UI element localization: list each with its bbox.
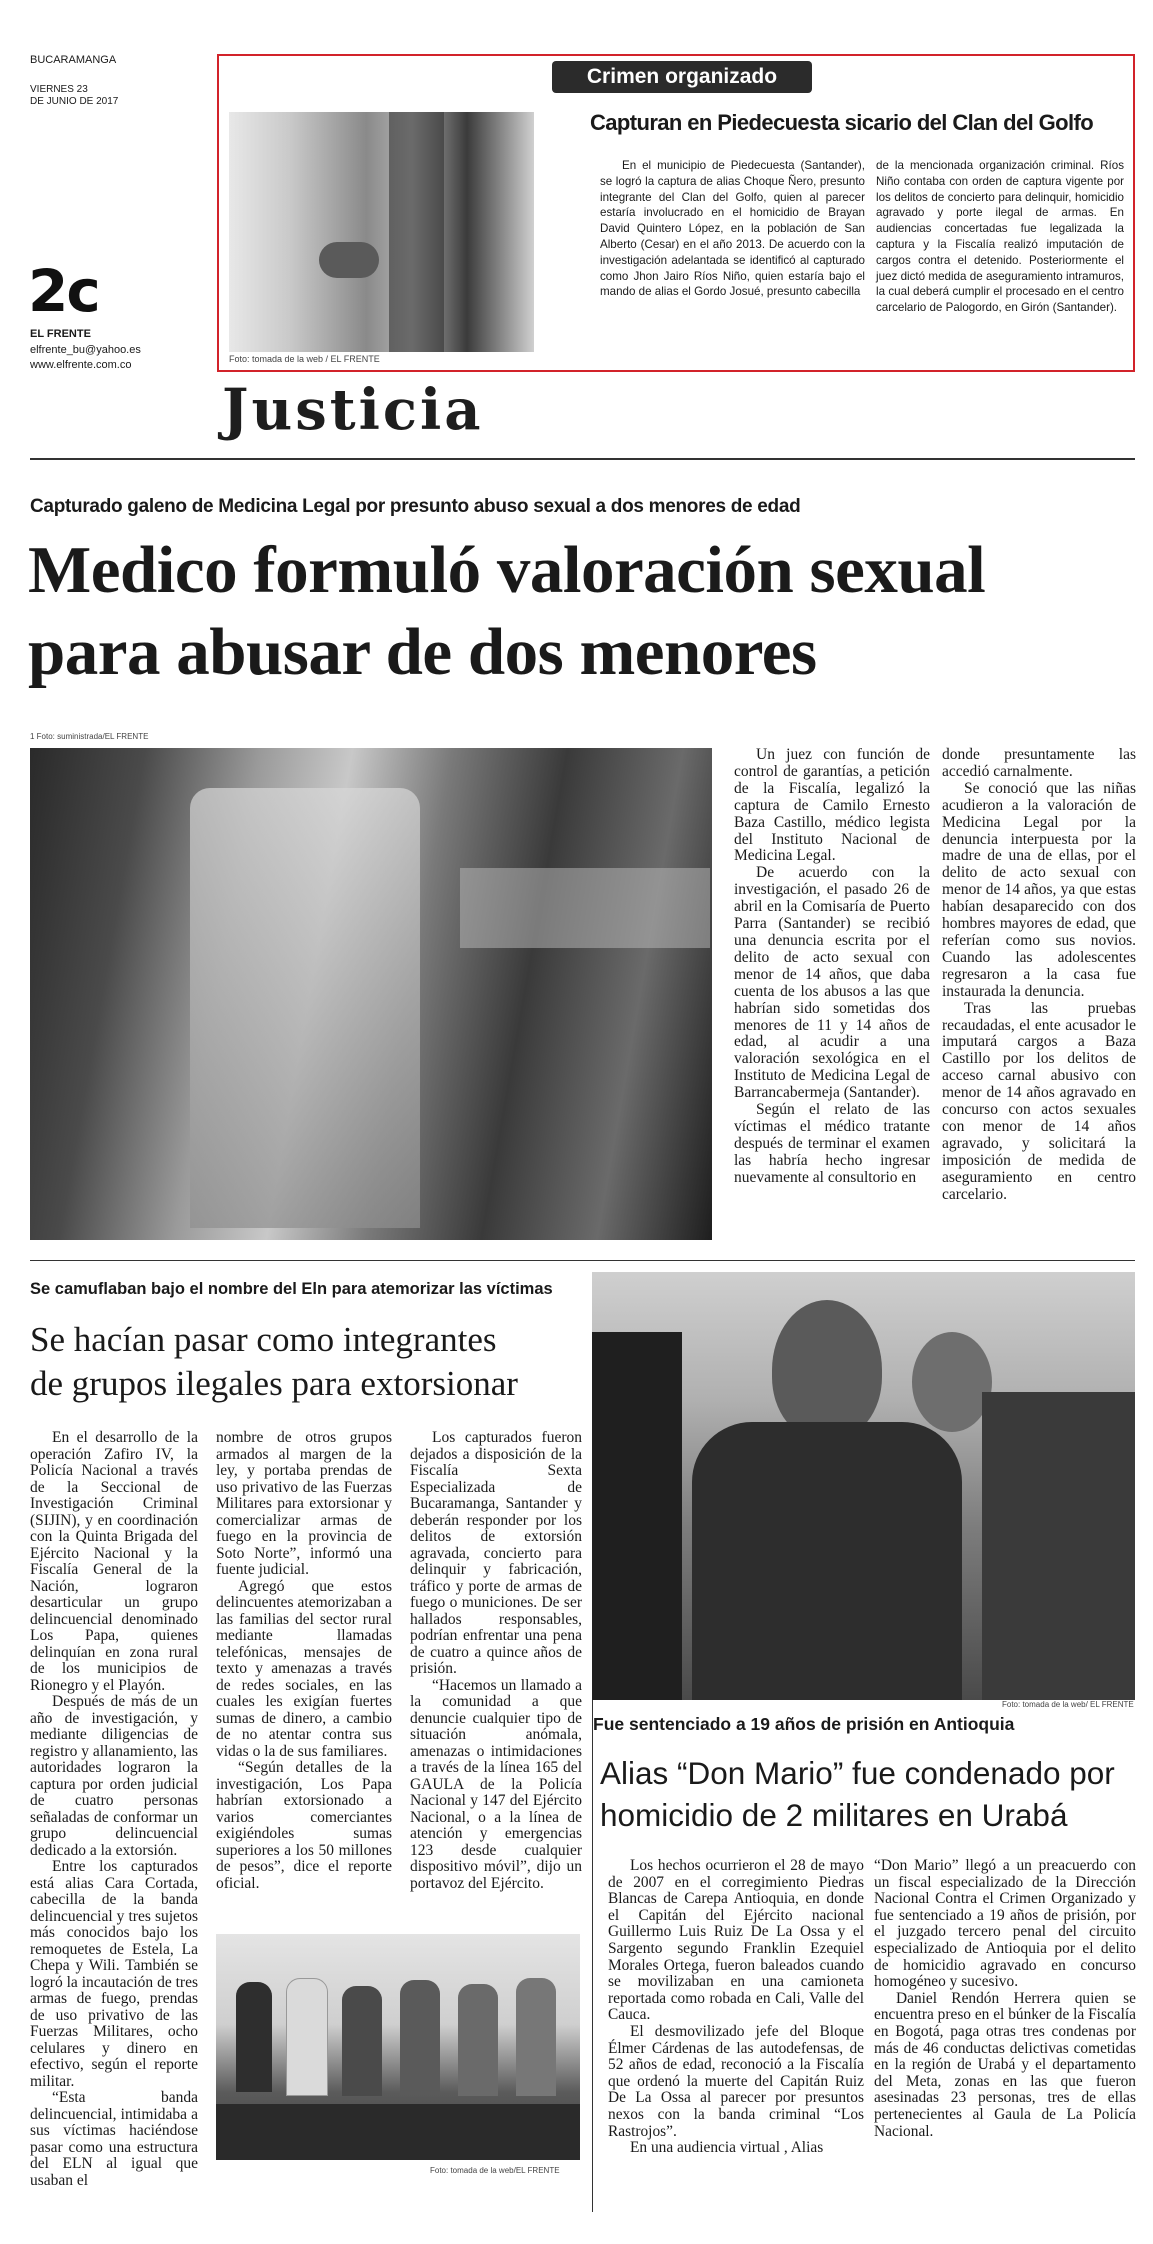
divider-horizontal (30, 1260, 1135, 1261)
eln-headline-line2: de grupos ilegales para extorsionar (30, 1364, 518, 1403)
main-paragraph: Se conoció que las niñas acudieron a la valoración de Medicina Legal por la denuncia interpuesta por la madre de una de ellas, por el delito de acto sexual con menor de 14 años, ya que estas habían desaparecido con dos hombres mayores de edad, que referían como sus novios. Cuando las adolescentes regresaron a la casa fue instaurada la denuncia. (942, 779, 1136, 1000)
mario-headline-line1: Alias “Don Mario” fue condenado por (600, 1755, 1115, 1791)
mario-text-col2 (874, 1858, 1136, 2140)
masthead-day: VIERNES 23 (30, 84, 88, 95)
masthead-city: BUCARAMANGA (30, 54, 117, 66)
eln-paragraph: Agregó que estos delincuentes atemorizaban a las familias del sector rural mediante llamadas telefónicas, mensajes de texto y amenazas a través de redes sociales, en las cuales les exigían fuertes sumas de dinero, a cambio de no atentar contra sus vidas o la de sus familiares. (216, 1577, 392, 1760)
section-tag: Crimen organizado (552, 61, 812, 93)
eln-text-col1 (30, 1430, 198, 2189)
paper-web: www.elfrente.com.co (30, 359, 132, 371)
mario-paragraph: Daniel Rendón Herrera quien se encuentra preso en el búnker de la Fiscalía en Bogotá, paga otras tres condenas por más de 46 conductas delictivas cometidas en la región de Urabá y el departamento del Meta, zonas en las que fueron asesinadas 23 personas, tres de ellas pertenecientes al Gaula de La Policía Nacional. (874, 1989, 1136, 2140)
page-number: 2c (28, 257, 99, 325)
eln-paragraph: “Esta banda delincuencial, intimidaba a sus víctimas haciéndose pasar como una estructura del ELN al igual que usaban el (30, 2089, 198, 2189)
box-text-col1 (600, 158, 865, 300)
eln-paragraph: “Hacemos un llamado a la comunidad a que denuncie cualquier tipo de situación anómala, amenazas o intimidaciones a través de la línea 165 del GAULA de la Policía Nacional y 147 del Ejército Nacional, o a la línea de atención y emergencias 123 desde cualquier dispositivo móvil”, dijo un portavoz del Ejército. (410, 1676, 582, 1892)
eln-paragraph: Entre los capturados está alias Cara Cortada, cabecilla de la banda delincuencial y tres sujetos más conocidos bajo los remoquetes de Estela, La Chepa y Wili. También se logró la incautación de tres armas de fuego, prendas de uso privativo de las Fuerzas Militares, ocho celulares y dinero en efectivo, según el reporte militar. (30, 1858, 198, 2090)
box-text-col2 (876, 158, 1124, 316)
section-title: Justicia (222, 377, 484, 443)
main-paragraph: Un juez con función de control de garantías, a petición de la Fiscalía, legalizó la captura de Camilo Ernesto Baza Castillo, médico legista del Instituto Nacional de Medicina Legal. (734, 746, 930, 865)
main-text-col2 (942, 747, 1136, 1203)
main-paragraph: donde presuntamente las accedió carnalmente. (942, 746, 1136, 780)
crimen-photo-credit: Foto: tomada de la web / EL FRENTE (229, 354, 380, 364)
main-kicker: Capturado galeno de Medicina Legal por presunto abuso sexual a dos menores de edad (30, 496, 801, 517)
eln-headline-line1: Se hacían pasar como integrantes (30, 1320, 497, 1359)
main-photo (30, 748, 712, 1240)
main-paragraph: Tras las pruebas recaudadas, el ente acusador le imputará cargos a Baza Castillo por los delitos de acceso carnal abusivo con menor de 14 años agravado en concurso con actos sexuales con menor de 14 años agravado, y solicitará la imposición de medida de aseguramiento en centro carcelario. (942, 999, 1136, 1203)
masthead-date: DE JUNIO DE 2017 (30, 96, 119, 107)
mario-photo-credit: Foto: tomada de la web/ EL FRENTE (1002, 1700, 1134, 1709)
eln-text-col2 (216, 1430, 392, 1892)
box-headline: Capturan en Piedecuesta sicario del Clan del Golfo (590, 110, 1094, 135)
main-headline-line2: para abusar de dos menores (28, 615, 817, 689)
eln-paragraph: “Según detalles de la investigación, Los Papa habrían extorsionado a varios comerciantes exigiéndoles sumas superiores a los 50 millones de pesos”, dice el reporte oficial. (216, 1759, 392, 1892)
eln-kicker: Se camuflaban bajo el nombre del Eln para atemorizar las víctimas (30, 1280, 553, 1298)
crimen-photo (229, 112, 534, 352)
mario-kicker: Fue sentenciado a 19 años de prisión en Antioquia (593, 1714, 1015, 1734)
eln-paragraph: nombre de otros grupos armados al margen de la ley, y portaba prendas de uso privativo de las Fuerzas Militares para extorsionar y comercializar armas de fuego en la provincia de Soto Norte”, informó una fuente judicial. (216, 1429, 392, 1578)
mario-paragraph: “Don Mario” llegó a un preacuerdo con un fiscal especializado de la Dirección Nacional Contra el Crimen Organizado y fue sentenciado a 19 años de prisión, por el juzgado tercero penal del circuito especializado de Antioquia por el delito de homicidio agravado en concurso homogéneo y sucesivo. (874, 1857, 1136, 1991)
mario-paragraph: En una audiencia virtual , Alias (630, 2139, 824, 2157)
main-text-col1 (734, 747, 930, 1187)
box-paragraph: En el municipio de Piedecuesta (Santander), se logró la captura de alias Choque Ñero, presunto integrante del Clan del Golfo, quien al parecer estaría involucrado en el homicidio de Brayan David Quintero López, en la población de San Alberto (Cesar) en el año 2013. De acuerdo con la investigación adelantada se identificó al capturado como Jhon Jairo Ríos Niño, quien estaría bajo el mando de alias el Gordo Josué, presunto cabecilla (600, 159, 865, 299)
mario-text-col1 (608, 1858, 864, 2157)
eln-text-col3 (410, 1430, 582, 1892)
eln-photo-credit: Foto: tomada de la web/EL FRENTE (430, 2166, 560, 2175)
mario-paragraph: El desmovilizado jefe del Bloque Élmer Cárdenas de las autodefensas, de 52 años de edad, reconoció a la Fiscalía que ordenó la muerte del Capitán Ruiz De La Ossa al parecer por presuntos nexos con la banda criminal “Los Rastrojos”. (608, 2022, 864, 2140)
box-paragraph: de la mencionada organización criminal. Ríos Niño contaba con orden de captura vigente por los delitos de concierto para delinquir, homicidio agravado y porte ilegal de armas. En audiencias concertadas fue legalizada la captura y la Fiscalía realizó imputación de cargos contra el detenido. Posteriormente el juez dictó medida de aseguramiento intramuros, la cual deberá cumplir el procesado en el centro carcelario de Palogordo, en Girón (Santander). (876, 159, 1124, 315)
eln-paragraph: En el desarrollo de la operación Zafiro IV, la Policía Nacional a través de la Seccional de Investigación Criminal (SIJIN), y en coordinación con la Quinta Brigada del Ejército Nacional y la Fiscalía General de la Nación, lograron desarticular un grupo delincuencial denominado Los Papa, quienes delinquían en zona rural de los municipios de Rionegro y el Playón. (30, 1429, 198, 1694)
main-paragraph: Según el relato de las víctimas el médico tratante después de terminar el examen las habría hecho ingresar nuevamente al consultorio en (734, 1101, 930, 1186)
main-photo-credit: 1 Foto: suministrada/EL FRENTE (30, 732, 149, 741)
mario-paragraph: Los hechos ocurrieron el 28 de mayo de 2007 en el corregimiento Piedras Blancas de Carepa Antioquia, en donde el Capitán del Ejército nacional Guillermo Luis Ruiz De La Ossa y el Sargento segundo Franklin Ezequiel Morales Ortega, fueron baleados cuando se movilizaban en una camioneta reportada como robada en Cali, Valle del Cauca. (608, 1857, 864, 2024)
main-headline-line1: Medico formuló valoración sexual (28, 533, 986, 607)
eln-paragraph: Los capturados fueron dejados a disposición de la Fiscalía Sexta Especializada de Bucaramanga, Santander y deberán responder por los delitos de extorsión agravada, concierto para delinquir y fabricación, tráfico y porte de armas de fuego o municiones. De ser hallados responsables, podrían enfrentar una pena de cuatro a quince años de prisión. (410, 1429, 582, 1677)
paper-name: EL FRENTE (30, 328, 91, 340)
paper-email: elfrente_bu@yahoo.es (30, 344, 141, 356)
mario-photo (592, 1272, 1135, 1700)
section-rule (30, 458, 1135, 460)
mario-headline-line2: homicidio de 2 militares en Urabá (600, 1797, 1068, 1833)
eln-paragraph: Después de más de un año de investigación, y mediante diligencias de registro y allanamiento, las autoridades lograron la captura por orden judicial de cuatro personas señaladas de conformar un grupo delincuencial dedicado a la extorsión. (30, 1693, 198, 1859)
main-paragraph: De acuerdo con la investigación, el pasado 26 de abril en la Comisaría de Puerto Parra (Santander) se recibió una denuncia escrita por el delito de acto sexual con menor de 14 años, que daba cuenta de los abusos a las que habrían sido sometidas dos menores de 11 y 14 años de edad, al acudir a una valoración sexológica en el Instituto de Medicina Legal de Barrancabermeja (Santander). (734, 864, 930, 1102)
eln-photo (216, 1934, 580, 2160)
